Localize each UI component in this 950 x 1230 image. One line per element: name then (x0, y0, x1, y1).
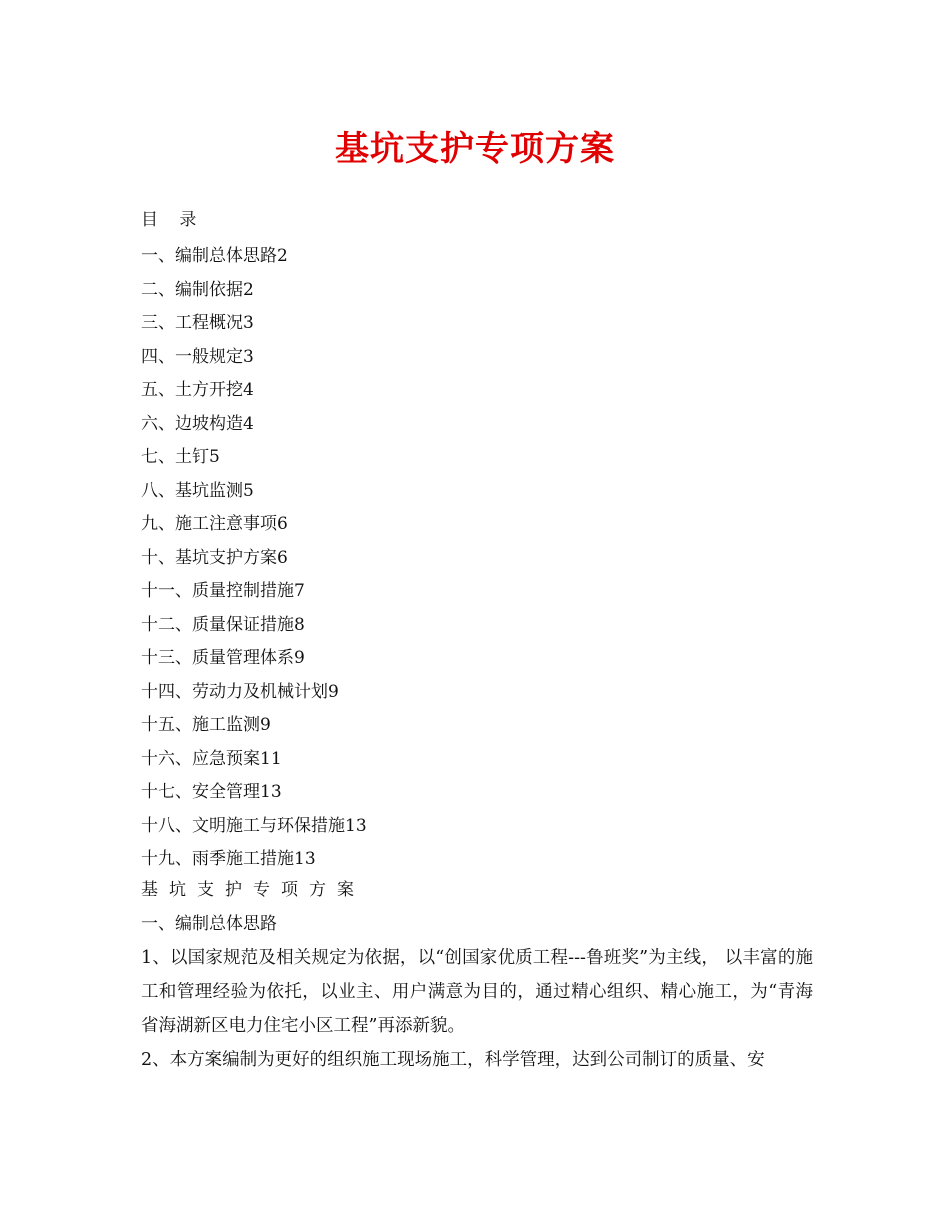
toc-heading: 目 录 (141, 210, 205, 230)
body-title: 基坑支护专项方案 (141, 880, 365, 900)
toc-item: 十二、质量保证措施8 (141, 614, 305, 635)
toc-item: 十一、质量控制措施7 (141, 581, 305, 601)
table-of-contents (141, 240, 367, 877)
section-heading: 一、编制总体思路 (141, 914, 277, 934)
toc-item: 十九、雨季施工措施13 (141, 849, 316, 869)
toc-item: 十七、安全管理13 (141, 782, 282, 802)
toc-item: 一、编制总体思路2 (141, 246, 288, 266)
paragraph: 1、以国家规范及相关规定为依据，以“创国家优质工程---鲁班奖”为主线， 以丰富的施工和管理经验为依托，以业主、用户满意为目的，通过精心组织、精心施工，为“青海省海湖新区电力住宅小区工程”再添新貌。 (141, 948, 813, 1036)
toc-item: 四、一般规定3 (141, 346, 254, 367)
toc-item: 七、土钉5 (141, 447, 220, 467)
toc-item: 十四、劳动力及机械计划9 (141, 681, 339, 702)
toc-item: 九、施工注意事项6 (141, 514, 288, 534)
document-title: 基坑支护专项方案 (335, 129, 615, 169)
toc-item: 十五、施工监测9 (141, 715, 271, 735)
toc-item: 八、基坑监测5 (141, 480, 254, 501)
toc-item: 十、基坑支护方案6 (141, 547, 288, 568)
toc-item: 六、边坡构造4 (141, 413, 254, 434)
paragraph: 2、本方案编制为更好的组织施工现场施工，科学管理，达到公司制订的质量、安 (141, 1050, 765, 1070)
toc-item: 十八、文明施工与环保措施13 (141, 815, 367, 836)
toc-item: 五、土方开挖4 (141, 380, 254, 400)
toc-item: 十三、质量管理体系9 (141, 648, 305, 668)
toc-item: 三、工程概况3 (141, 313, 254, 333)
toc-item: 二、编制依据2 (141, 279, 254, 300)
toc-item: 十六、应急预案11 (141, 748, 282, 769)
